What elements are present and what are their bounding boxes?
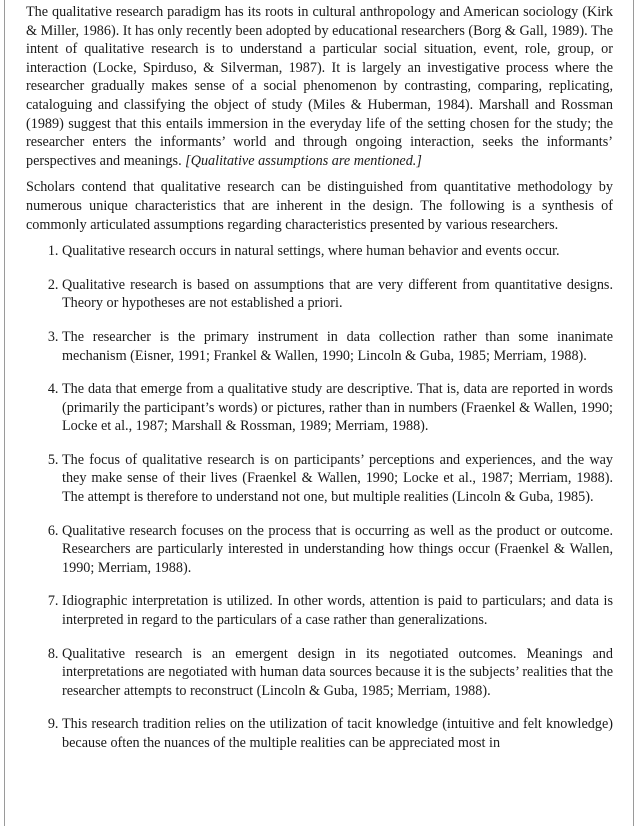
list-item: 7. Idiographic interpretation is utilized. In other words, attention is paid to particulars; and data is interpreted in regard to the particulars of a case rather than generalizations.: [62, 592, 613, 629]
list-item: 6. Qualitative research focuses on the process that is occurring as well as the product or outcome. Researchers are particularly interested in understanding how things occur (Fraenkel & Wallen, 1990; Merriam, 1988).: [62, 522, 613, 578]
list-item: 2. Qualitative research is based on assumptions that are very different from quantitative designs. Theory or hypotheses are not established a priori.: [62, 276, 613, 313]
paragraph-scholars: [26, 178, 613, 234]
list-item: 8. Qualitative research is an emergent design in its negotiated outcomes. Meanings and interpretations are negotiated with human data sources because it is the subjects’ realities that the researcher attempts to reconstruct (Lincoln & Guba, 1985; Merriam, 1988).: [62, 645, 613, 701]
paragraph-intro-note: [Qualitative assumptions are mentioned.]: [185, 152, 422, 169]
list-item: 4. The data that emerge from a qualitative study are descriptive. That is, data are reported in words (primarily the participant’s words) or pictures, rather than in numbers (Fraenkel & Wallen, 1990; Locke et al., 1987; Marshall & Rossman, 1989; Merriam, 1988).: [62, 380, 613, 436]
paragraph-scholars-text: Scholars contend that qualitative research can be distinguished from quantitative methodology by numerous unique characteristics that are inherent in the design. The following is a synthesis of commonly articulated assumptions regarding characteristics presented by various researchers.: [26, 179, 613, 233]
paragraph-intro: [26, 3, 613, 170]
list-item: 3. The researcher is the primary instrument in data collection rather than some inanimate mechanism (Eisner, 1991; Frankel & Wallen, 1990; Lincoln & Guba, 1985; Merriam, 1988).: [62, 328, 613, 365]
list-item: 1. Qualitative research occurs in natural settings, where human behavior and events occur.: [62, 242, 613, 261]
list-item: 9. This research tradition relies on the utilization of tacit knowledge (intuitive and felt knowledge) because often the nuances of the multiple realities can be appreciated most in: [62, 715, 613, 752]
paragraph-intro-text: The qualitative research paradigm has its roots in cultural anthropology and American sociology (Kirk & Miller, 1986). It has only recently been adopted by educational researchers (Borg & Gall, 1989). The intent of qualitative research is to understand a particular social situation, event, role, group, or interaction (Locke, Spirduso, & Silverman, 1987). It is largely an investigative process where the researcher gradually makes sense of a social phenomenon by contrasting, comparing, replicating, cataloguing and classifying the object of study (Miles & Huberman, 1984). Marshall and Rossman (1989) suggest that this entails immersion in the everyday life of the setting chosen for the study; the researcher enters the informants’ world and through ongoing interaction, seeks the informants’ perspectives and meanings.: [26, 4, 613, 169]
document-page: [4, 0, 634, 826]
list-item: 5. The focus of qualitative research is on participants’ perceptions and experiences, and the way they make sense of their lives (Fraenkel & Wallen, 1990; Locke et al., 1987; Merriam, 1988). The attempt is therefore to understand not one, but multiple realities (Lincoln & Guba, 1985).: [62, 451, 613, 507]
characteristics-list: [26, 242, 613, 752]
